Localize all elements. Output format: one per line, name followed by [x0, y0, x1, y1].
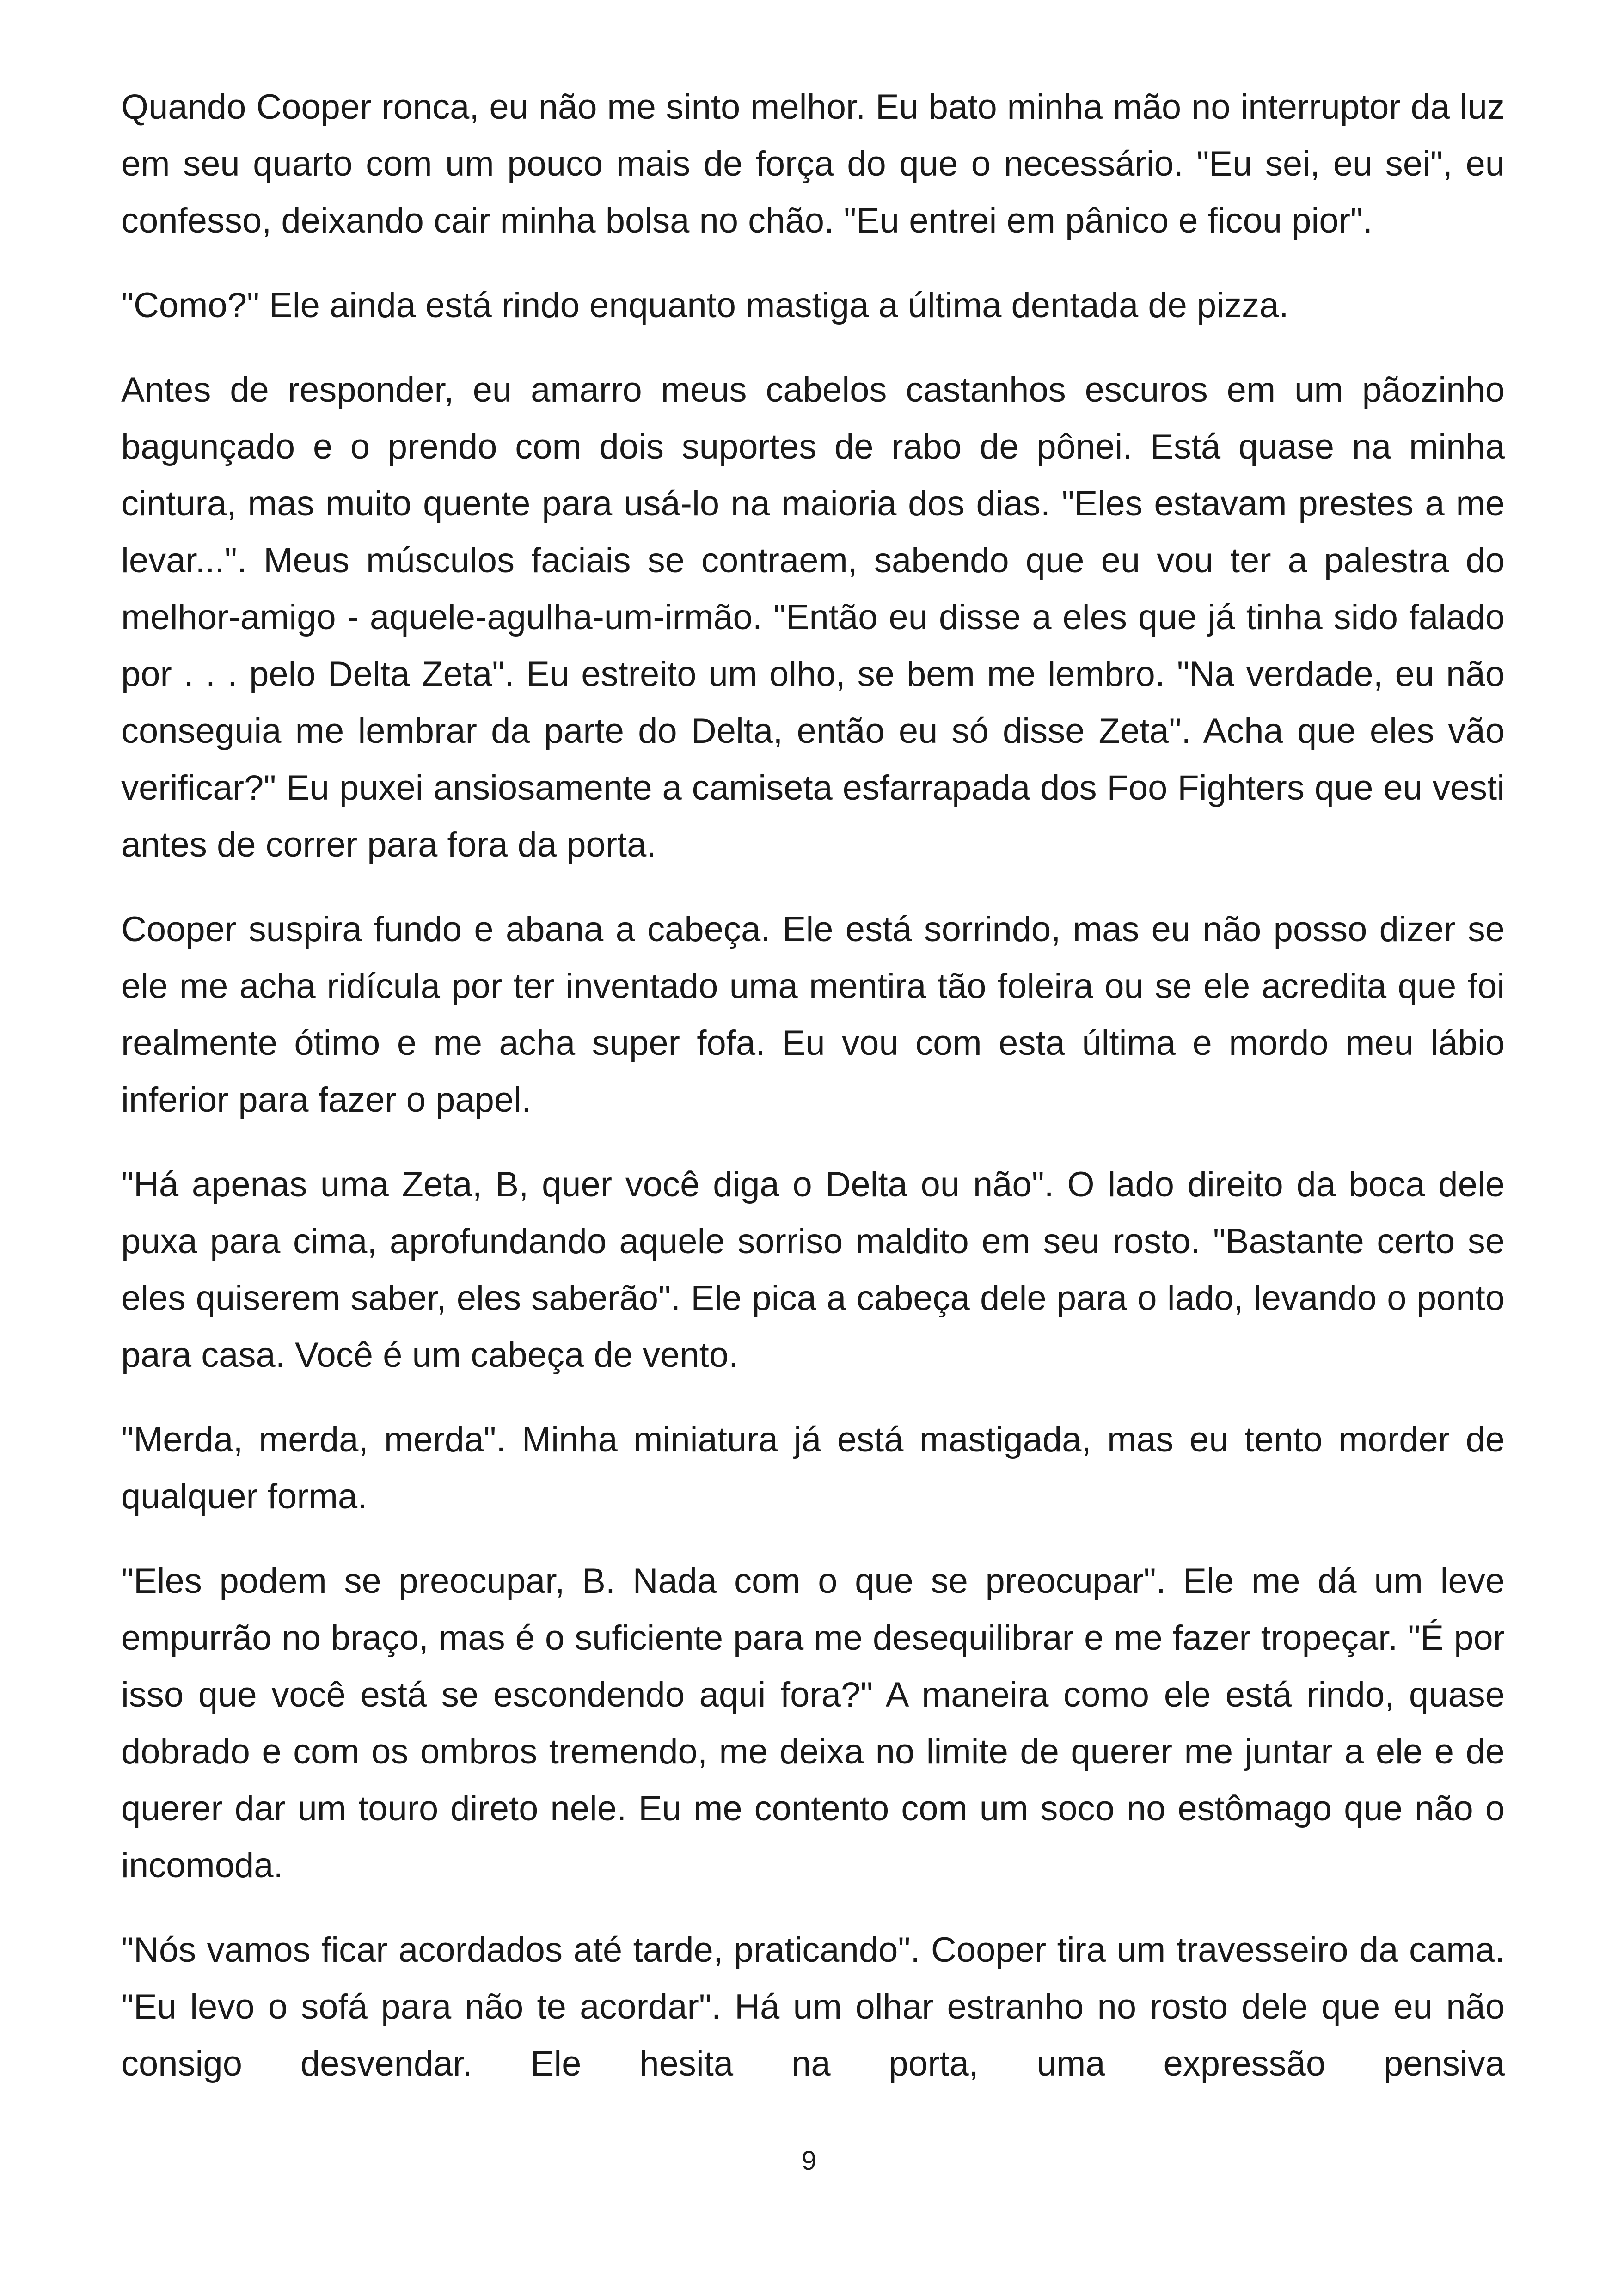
body-text [121, 79, 1505, 2092]
paragraph-6: "Merda, merda, merda". Minha miniatura já está mastigada, mas eu tento morder de qualquer forma. [121, 1420, 1505, 1516]
paragraph-1: Quando Cooper ronca, eu não me sinto melhor. Eu bato minha mão no interruptor da luz em seu quarto com um pouco mais de força do que o necessário. "Eu sei, eu sei", eu confesso, deixando cair minha bolsa no chão. "Eu entrei em pânico e ficou pior". [121, 87, 1505, 240]
paragraph-2: "Como?" Ele ainda está rindo enquanto mastiga a última dentada de pizza. [121, 286, 1289, 325]
paragraph-8: "Nós vamos ficar acordados até tarde, praticando". Cooper tira um travesseiro da cama. "Eu levo o sofá para não te acordar". Há um olhar estranho no rosto dele que eu não consigo desvendar. Ele hesita na porta, uma expressão pensiva [121, 1930, 1505, 2083]
paragraph-7: "Eles podem se preocupar, B. Nada com o que se preocupar". Ele me dá um leve empurrão no braço, mas é o suficiente para me desequilibrar e me fazer tropeçar. "É por isso que você está se escondendo aqui fora?" A maneira como ele está rindo, quase dobrado e com os ombros tremendo, me deixa no limite de querer me juntar a ele e de querer dar um touro direto nele. Eu me contento com um soco no estômago que não o incomoda. [121, 1561, 1505, 1885]
page-number: 9 [801, 2146, 817, 2176]
paragraph-4: Cooper suspira fundo e abana a cabeça. Ele está sorrindo, mas eu não posso dizer se ele me acha ridícula por ter inventado uma mentira tão foleira ou se ele acredita que foi realmente ótimo e me acha super fofa. Eu vou com esta última e mordo meu lábio inferior para fazer o papel. [121, 910, 1505, 1120]
paragraph-3: Antes de responder, eu amarro meus cabelos castanhos escuros em um pãozinho bagunçado e o prendo com dois suportes de rabo de pônei. Está quase na minha cintura, mas muito quente para usá-lo na maioria dos dias. "Eles estavam prestes a me levar...". Meus músculos faciais se contraem, sabendo que eu vou ter a palestra do melhor-amigo - aquele-agulha-um-irmão. "Então eu disse a eles que já tinha sido falado por . . . pelo Delta Zeta". Eu estreito um olho, se bem me lembro. "Na verdade, eu não conseguia me lembrar da parte do Delta, então eu só disse Zeta". Acha que eles vão verificar?" Eu puxei ansiosamente a camiseta esfarrapada dos Foo Fighters que eu vesti antes de correr para fora da porta. [121, 370, 1505, 864]
paragraph-5: "Há apenas uma Zeta, B, quer você diga o Delta ou não". O lado direito da boca dele puxa para cima, aprofundando aquele sorriso maldito em seu rosto. "Bastante certo se eles quiserem saber, eles saberão". Ele pica a cabeça dele para o lado, levando o ponto para casa. Você é um cabeça de vento. [121, 1165, 1505, 1375]
